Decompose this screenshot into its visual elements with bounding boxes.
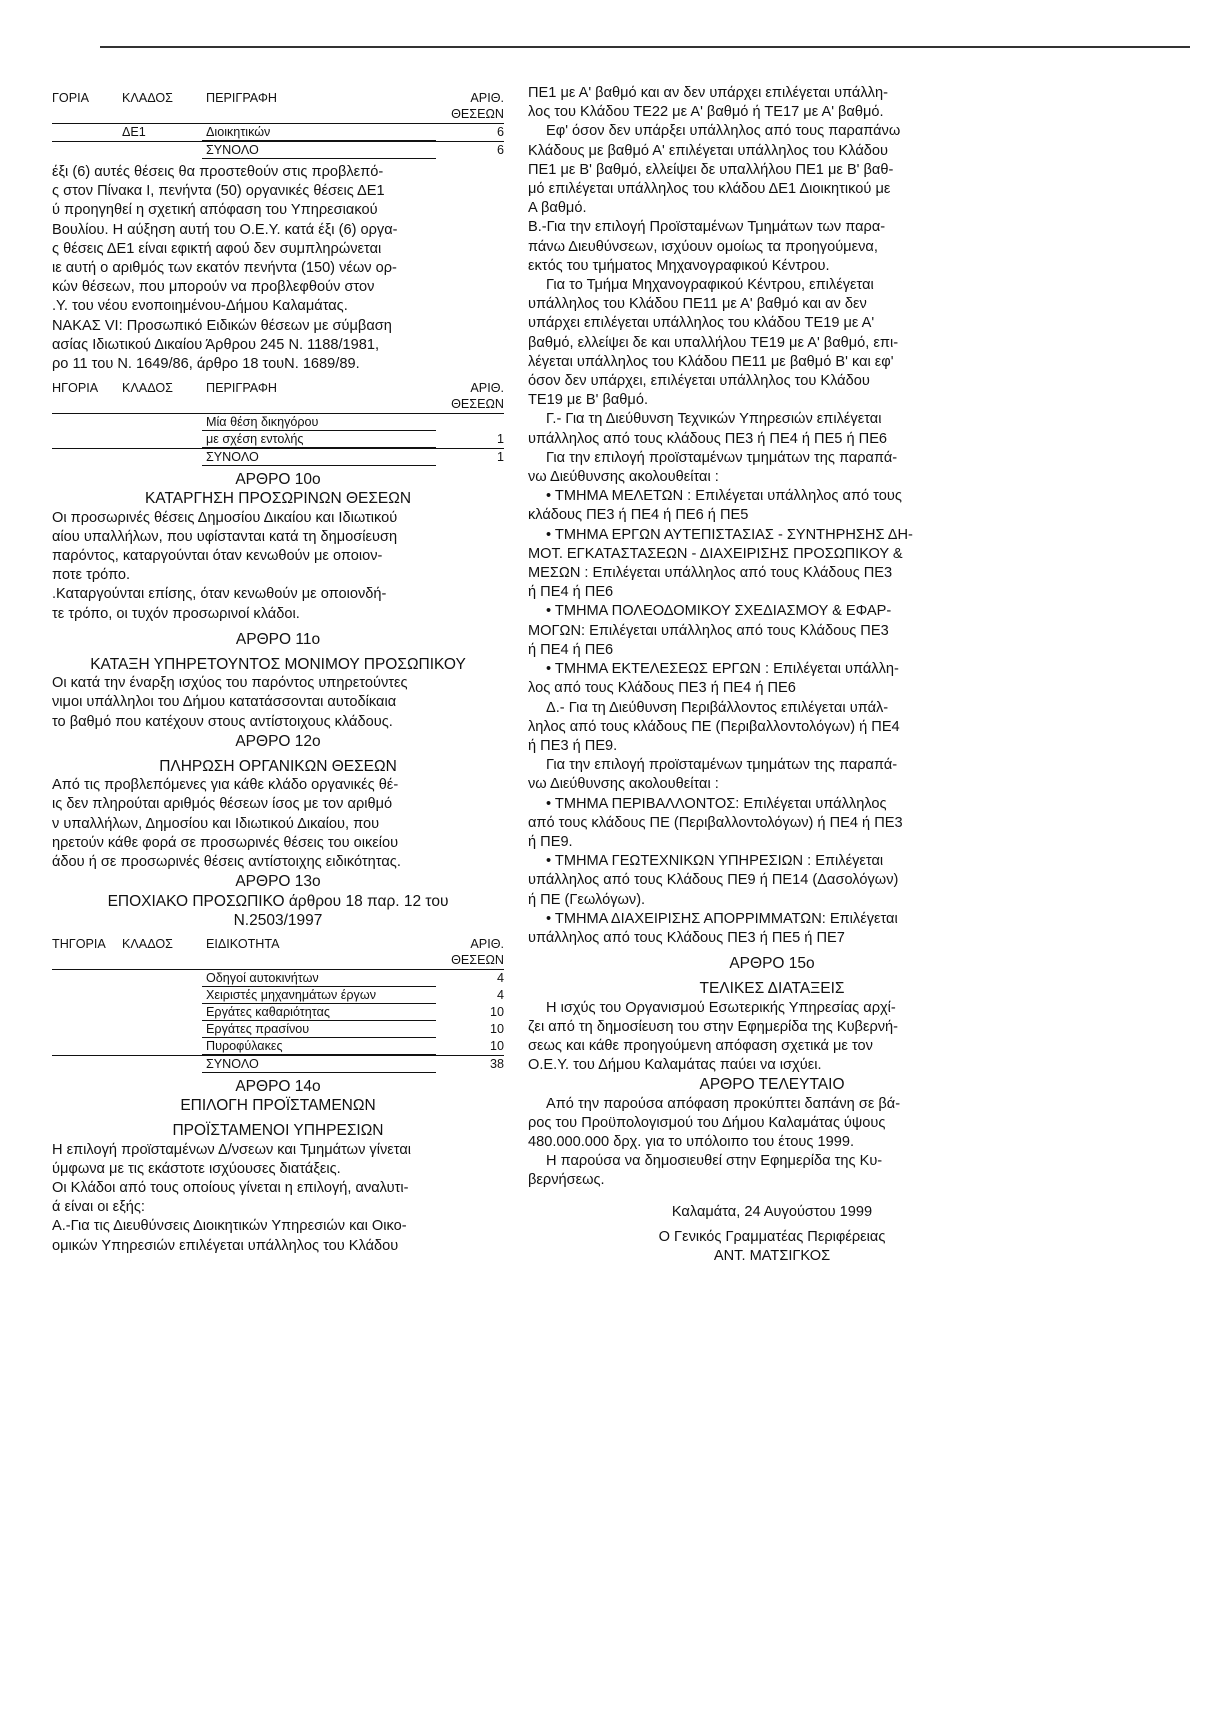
cell-description: με σχέση εντολής [202, 431, 436, 448]
text-line: ομικών Υπηρεσιών επιλέγεται υπάλληλος του Κλάδου [52, 1237, 399, 1254]
text-line: Για το Τμήμα Μηχανογραφικού Κέντρου, επιλέγεται [546, 277, 874, 294]
text-line: ά είναι οι εξής: [52, 1199, 145, 1216]
text-line: από τους κλάδους ΠΕ (Περιβαλλοντολόγων) ή ΠΕ4 ή ΠΕ3 [528, 814, 903, 831]
article-14-subtitle: ΠΡΟΪΣΤΑΜΕΝΟΙ ΥΠΗΡΕΣΙΩΝ [172, 1122, 384, 1140]
text-line: ζει από τη δημοσίευση του στην Εφημερίδα της Κυβερνή- [528, 1018, 899, 1035]
text-line: μό επιλέγεται υπάλληλος του κλάδου ΔΕ1 Διοικητικού με [528, 181, 891, 198]
text-line: ύμφωνα με τις εκάστοτε ισχύουσες διατάξεις. [52, 1160, 341, 1177]
table-row [52, 124, 504, 141]
table-row [52, 1004, 504, 1021]
col-category: ΗΓΟΡΙΑ [52, 381, 99, 396]
article-12-heading: ΑΡΘΡΟ 12ο [235, 732, 321, 750]
text-line: ΠΕ1 με Β' βαθμό, ελλείψει δε υπαλλήλου ΠΕ1 με Β' βαθ- [528, 161, 894, 178]
text-line: ηρετούν κάθε φορά σε προσωρινές θέσεις του οικείου [52, 834, 399, 851]
table-total-row [52, 141, 504, 159]
cell-count: 4 [496, 987, 504, 1002]
cell-count: 4 [496, 970, 504, 985]
text-line: 480.000.000 δρχ. για το υπόλοιπο του έτους 1999. [528, 1133, 855, 1150]
text-line: εκτός του τμήματος Μηχανογραφικού Κέντρου. [528, 257, 830, 274]
text-line: έξι (6) αυτές θέσεις θα προστεθούν στις προβλεπό- [52, 164, 384, 180]
text-line: υπάλληλος από τους Κλάδους ΠΕ3 ή ΠΕ5 ή ΠΕ7 [528, 929, 845, 946]
text-line: αίου υπαλλήλων, που υφίστανται κατά τη δημοσίευση [52, 528, 398, 545]
col-category: ΤΗΓΟΡΙΑ [52, 936, 106, 951]
text-line: ή ΠΕ (Γεωλόγων). [528, 891, 646, 908]
cell-category [52, 124, 122, 141]
text-line: ν υπαλλήλων, Δημοσίου και Ιδιωτικού Δικαίου, που [52, 815, 380, 832]
text-line: νω Διεύθυνσης ακολουθείται : [528, 776, 719, 793]
cell-count: 6 [496, 125, 504, 139]
bullet-item: • ΤΜΗΜΑ ΜΕΛΕΤΩΝ : Επιλέγεται υπάλληλος από τους [528, 487, 1016, 506]
table-branch-positions [52, 90, 504, 159]
text-line: ρο 11 του Ν. 1649/86, άρθρο 18 τουΝ. 1689/89. [52, 356, 360, 373]
text-line: Οι προσωρινές θέσεις Δημοσίου Δικαίου και Ιδιωτικού [52, 509, 398, 526]
text-line: ις δεν πληρούται αριθμός θέσεων ίσος με τον αριθμό [52, 796, 393, 813]
text-line: ς θέσεις ΔΕ1 είναι εφικτή αφού δεν συμπληρώνεται [52, 240, 382, 257]
bullet-item: • ΤΜΗΜΑ ΠΕΡΙΒΑΛΛΟΝΤΟΣ: Επιλέγεται υπάλληλος [528, 795, 1016, 814]
text-line: ρος του Προϋπολογισμού του Δήμου Καλαμάτας ύψους [528, 1114, 886, 1131]
cell-description: Εργάτες καθαριότητας [202, 1004, 436, 1021]
text-line: όσον δεν υπάρχει, επιλέγεται υπάλληλος του Κλάδου [528, 373, 870, 390]
text-line: ΝΑΚΑΣ VI: Προσωπικό Ειδικών θέσεων με σύμβαση [52, 317, 392, 334]
total-count: 1 [496, 450, 504, 465]
signature-name: ΑΝΤ. ΜΑΤΣΙΓΚΟΣ [713, 1247, 831, 1264]
col-count: ΑΡΙΘ. ΘΕΣΕΩΝ [451, 91, 504, 121]
text-line: Από τις προβλεπόμενες για κάθε κλάδο οργανικές θέ- [52, 777, 399, 794]
table-header [52, 380, 504, 414]
left-column [52, 84, 504, 1684]
cell-description: Χειριστές μηχανημάτων έργων [202, 987, 436, 1004]
bullet-item: • ΤΜΗΜΑ ΠΟΛΕΟΔΟΜΙΚΟΥ ΣΧΕΔΙΑΣΜΟΥ & ΕΦΑΡ- [528, 602, 1016, 621]
text-line: Α βαθμό. [528, 200, 587, 217]
text-line: ΜΟΤ. ΕΓΚΑΤΑΣΤΑΣΕΩΝ - ΔΙΑΧΕΙΡΙΣΗΣ ΠΡΟΣΩΠΙΚΟΥ & [528, 545, 903, 562]
right-column [528, 84, 1016, 1644]
text-line: κλάδους ΠΕ3 ή ΠΕ4 ή ΠΕ6 ή ΠΕ5 [528, 507, 749, 524]
col-category: ΓΟΡΙΑ [52, 91, 90, 105]
text-line: παρόντος, καταργούνται όταν κενωθούν με οποιον- [52, 548, 383, 565]
text-line: τε τρόπο, οι τυχόν προσωρινοί κλάδοι. [52, 605, 300, 622]
text-line: ή ΠΕ9. [528, 833, 573, 850]
table-total-row [52, 448, 504, 466]
text-line: υπάλληλος του Κλάδου ΠΕ11 με Α' βαθμό και αν δεν [528, 296, 867, 313]
article-10-heading: ΑΡΘΡΟ 10ο [235, 471, 321, 489]
bullet-item: • ΤΜΗΜΑ ΕΡΓΩΝ ΑΥΤΕΠΙΣΤΑΣΙΑΣ - ΣΥΝΤΗΡΗΣΗΣ ΔΗ- [528, 526, 1016, 545]
cell-branch: ΔΕ1 [122, 125, 146, 139]
paragraph-added-positions [52, 163, 504, 374]
cell-count: 10 [489, 1004, 504, 1019]
cell-count [436, 414, 504, 431]
text-line: Από την παρούσα απόφαση προκύπτει δαπάνη σε βά- [546, 1095, 901, 1112]
total-label: ΣΥΝΟΛΟ [202, 449, 436, 466]
top-rule [100, 46, 1190, 48]
table-header [52, 90, 504, 124]
article-12-title: ΠΛΗΡΩΣΗ ΟΡΓΑΝΙΚΩΝ ΘΕΣΕΩΝ [159, 758, 397, 776]
text-line: Εφ' όσον δεν υπάρξει υπάλληλος από τους παραπάνω [546, 123, 901, 140]
text-line: βερνήσεως. [528, 1172, 605, 1189]
col-branch: ΚΛΑΔΟΣ [122, 936, 173, 951]
text-line: ΠΕ1 με Α' βαθμό και αν δεν υπάρχει επιλέγεται υπάλλη- [528, 85, 888, 101]
table-row [52, 431, 504, 448]
col-count: ΑΡΙΘ. ΘΕΣΕΩΝ [451, 936, 504, 967]
cell-count: 10 [489, 1038, 504, 1053]
bullet-item: • ΤΜΗΜΑ ΓΕΩΤΕΧΝΙΚΩΝ ΥΠΗΡΕΣΙΩΝ : Επιλέγεται [528, 852, 1016, 871]
text-line: Β.-Για την επιλογή Προϊσταμένων Τμημάτων των παρα- [528, 219, 886, 236]
bullet-item: • ΤΜΗΜΑ ΔΙΑΧΕΙΡΙΣΗΣ ΑΠΟΡΡΙΜΜΑΤΩΝ: Επιλέγεται [528, 910, 1016, 929]
table-row [52, 987, 504, 1004]
total-label: ΣΥΝΟΛΟ [202, 1056, 436, 1073]
text-line: Δ.- Για τη Διεύθυνση Περιβάλλοντος επιλέγεται υπάλ- [546, 699, 889, 716]
text-line: ή ΠΕ4 ή ΠΕ6 [528, 584, 614, 601]
text-line: Βουλίου. Η αύξηση αυτή του Ο.Ε.Υ. κατά έξι (6) οργα- [52, 221, 398, 238]
text-line: λέγεται υπάλληλος του Κλάδου ΠΕ11 με βαθμό Β' και εφ' [528, 353, 894, 370]
table-row [52, 414, 504, 431]
col-description: ΠΕΡΙΓΡΑΦΗ [206, 381, 277, 396]
text-line: υπάρχει επιλέγεται υπάλληλος του κλάδου ΤΕ19 με Α' [528, 315, 875, 332]
text-line: πάνω Διευθύνσεων, ισχύουν ομοίως τα προηγούμενα, [528, 238, 878, 255]
text-line: Οι Κλάδοι από τους οποίους γίνεται η επιλογή, αναλυτι- [52, 1179, 409, 1196]
text-line: Η ισχύς του Οργανισμού Εσωτερικής Υπηρεσίας αρχί- [546, 999, 896, 1016]
text-line: .Υ. του νέου ενοποιημένου-Δήμου Καλαμάτας. [52, 298, 348, 315]
total-count: 38 [489, 1056, 504, 1071]
article-13-heading: ΑΡΘΡΟ 13ο [235, 873, 321, 891]
article-13-title: ΕΠΟΧΙΑΚΟ ΠΡΟΣΩΠΙΚΟ άρθρου 18 παρ. 12 του [107, 892, 449, 910]
text-line: .Καταργούνται επίσης, όταν κενωθούν με οποιονδή- [52, 586, 387, 603]
table-row [52, 1021, 504, 1038]
text-line: ποτε τρόπο. [52, 567, 131, 584]
text-line: υπάλληλος από τους Κλάδους ΠΕ9 ή ΠΕ14 (Δασολόγων) [528, 872, 899, 889]
text-line: ύ προηγηθεί η σχετική απόφαση του Υπηρεσιακού [52, 202, 378, 219]
text-line: ή ΠΕ3 ή ΠΕ9. [528, 737, 618, 754]
total-label: ΣΥΝΟΛΟ [202, 142, 436, 159]
table-header [52, 936, 504, 970]
text-line: ΤΕ19 με Β' βαθμό. [528, 392, 649, 409]
table-row [52, 1038, 504, 1055]
cell-description: Μία θέση δικηγόρου [202, 414, 436, 431]
text-line: λος του Κλάδου ΤΕ22 με Α' βαθμό ή ΤΕ17 με Α' βαθμό. [528, 104, 884, 121]
cell-description: Οδηγοί αυτοκινήτων [202, 970, 436, 987]
col-count: ΑΡΙΘ. ΘΕΣΕΩΝ [451, 381, 504, 412]
text-line: ς στον Πίνακα Ι, πενήντα (50) οργανικές θέσεις ΔΕ1 [52, 183, 385, 200]
signature-place-date: Καλαμάτα, 24 Αυγούστου 1999 [671, 1203, 873, 1220]
text-line: Για την επιλογή προϊσταμένων τμημάτων της παραπά- [546, 757, 898, 774]
col-specialty: ΕΙΔΙΚΟΤΗΤΑ [206, 936, 280, 951]
table-total-row [52, 1055, 504, 1073]
cell-description: Εργάτες πρασίνου [202, 1021, 436, 1038]
cell-count: 10 [489, 1021, 504, 1036]
text-line: βαθμό, ελλείψει δε και υπαλλήλου ΤΕ19 με Α' βαθμό, επι- [528, 334, 899, 351]
total-count: 6 [496, 143, 504, 157]
article-15-heading: ΑΡΘΡΟ 15ο [729, 955, 815, 973]
article-final-heading: ΑΡΘΡΟ ΤΕΛΕΥΤΑΙΟ [699, 1076, 845, 1094]
table-special-positions [52, 380, 504, 466]
text-line: νω Διεύθυνσης ακολουθείται : [528, 469, 719, 486]
text-line: Για την επιλογή προϊσταμένων τμημάτων της παραπά- [546, 449, 898, 466]
article-10-title: ΚΑΤΑΡΓΗΣΗ ΠΡΟΣΩΡΙΝΩΝ ΘΕΣΕΩΝ [144, 490, 412, 508]
cell-description: Πυροφύλακες [202, 1038, 436, 1055]
text-line: Η παρούσα να δημοσιευθεί στην Εφημερίδα της Κυ- [546, 1153, 883, 1170]
text-line: νιμοι υπάλληλοι του Δήμου κατατάσσονται αυτοδίκαια [52, 694, 397, 711]
text-line: λος από τους Κλάδους ΠΕ3 ή ΠΕ4 ή ΠΕ6 [528, 680, 796, 697]
text-line: Οι κατά την έναρξη ισχύος του παρόντος υπηρετούντες [52, 675, 408, 692]
text-line: ασίας Ιδιωτικού Δικαίου Άρθρου 245 Ν. 1188/1981, [52, 336, 380, 353]
col-branch: ΚΛΑΔΟΣ [122, 381, 173, 396]
article-14-heading: ΑΡΘΡΟ 14ο [235, 1077, 321, 1095]
text-line: Ο.Ε.Υ. του Δήμου Καλαμάτας παύει να ισχύει. [528, 1057, 822, 1074]
article-14-title: ΕΠΙΛΟΓΗ ΠΡΟΪΣΤΑΜΕΝΩΝ [180, 1097, 376, 1115]
text-line: άδου ή σε προσωρινές θέσεις αντίστοιχης ειδικότητας. [52, 854, 401, 871]
text-line: ληλος από τους κλάδους ΠΕ (Περιβαλλοντολόγων) ή ΠΕ4 [528, 718, 900, 735]
article-15-title: ΤΕΛΙΚΕΣ ΔΙΑΤΑΞΕΙΣ [699, 980, 845, 998]
text-line: Α.-Για τις Διευθύνσεις Διοικητικών Υπηρεσιών και Οικο- [52, 1218, 407, 1235]
text-line: Η επιλογή προϊσταμένων Δ/νσεων και Τμημάτων γίνεται [52, 1141, 411, 1158]
signature-role: Ο Γενικός Γραμματέας Περιφέρειας [658, 1228, 886, 1245]
cell-count: 1 [496, 432, 504, 447]
table-seasonal-staff [52, 936, 504, 1073]
text-line: ή ΠΕ4 ή ΠΕ6 [528, 641, 614, 658]
article-11-title: ΚΑΤΑΞΗ ΥΠΗΡΕΤΟΥΝΤΟΣ ΜΟΝΙΜΟΥ ΠΡΟΣΩΠΙΚΟΥ [90, 656, 466, 674]
cell-description: Διοικητικών [202, 124, 436, 141]
text-line: κών θέσεων, που μπορούν να προβλεφθούν στον [52, 279, 375, 296]
bullet-item: • ΤΜΗΜΑ ΕΚΤΕΛΕΣΕΩΣ ΕΡΓΩΝ : Επιλέγεται υπάλλη- [528, 660, 1016, 679]
text-line: σεως και κάθε προηγούμενη απόφαση σχετικά με τον [528, 1037, 873, 1054]
col-branch: ΚΛΑΔΟΣ [122, 91, 173, 105]
article-13-title-line2: Ν.2503/1997 [233, 911, 323, 929]
text-line: Κλάδους με βαθμό Α' επιλέγεται υπάλληλος του Κλάδου [528, 142, 888, 159]
text-line: ΜΟΓΩΝ: Επιλέγεται υπάλληλος από τους Κλάδους ΠΕ3 [528, 622, 889, 639]
text-line: Γ.- Για τη Διεύθυνση Τεχνικών Υπηρεσιών επιλέγεται [546, 411, 882, 428]
text-line: ιε αυτή ο αριθμός των εκατόν πενήντα (150) νέων ορ- [52, 260, 397, 277]
table-row [52, 970, 504, 987]
article-11-heading: ΑΡΘΡΟ 11ο [235, 630, 321, 648]
text-line: υπάλληλος από τους κλάδους ΠΕ3 ή ΠΕ4 ή ΠΕ5 ή ΠΕ6 [528, 430, 888, 447]
text-line: ΜΕΣΩΝ : Επιλέγεται υπάλληλος από τους Κλάδους ΠΕ3 [528, 565, 893, 582]
col-description: ΠΕΡΙΓΡΑΦΗ [206, 91, 277, 105]
text-line: το βαθμό που κατέχουν στους αντίστοιχους κλάδους. [52, 713, 393, 730]
